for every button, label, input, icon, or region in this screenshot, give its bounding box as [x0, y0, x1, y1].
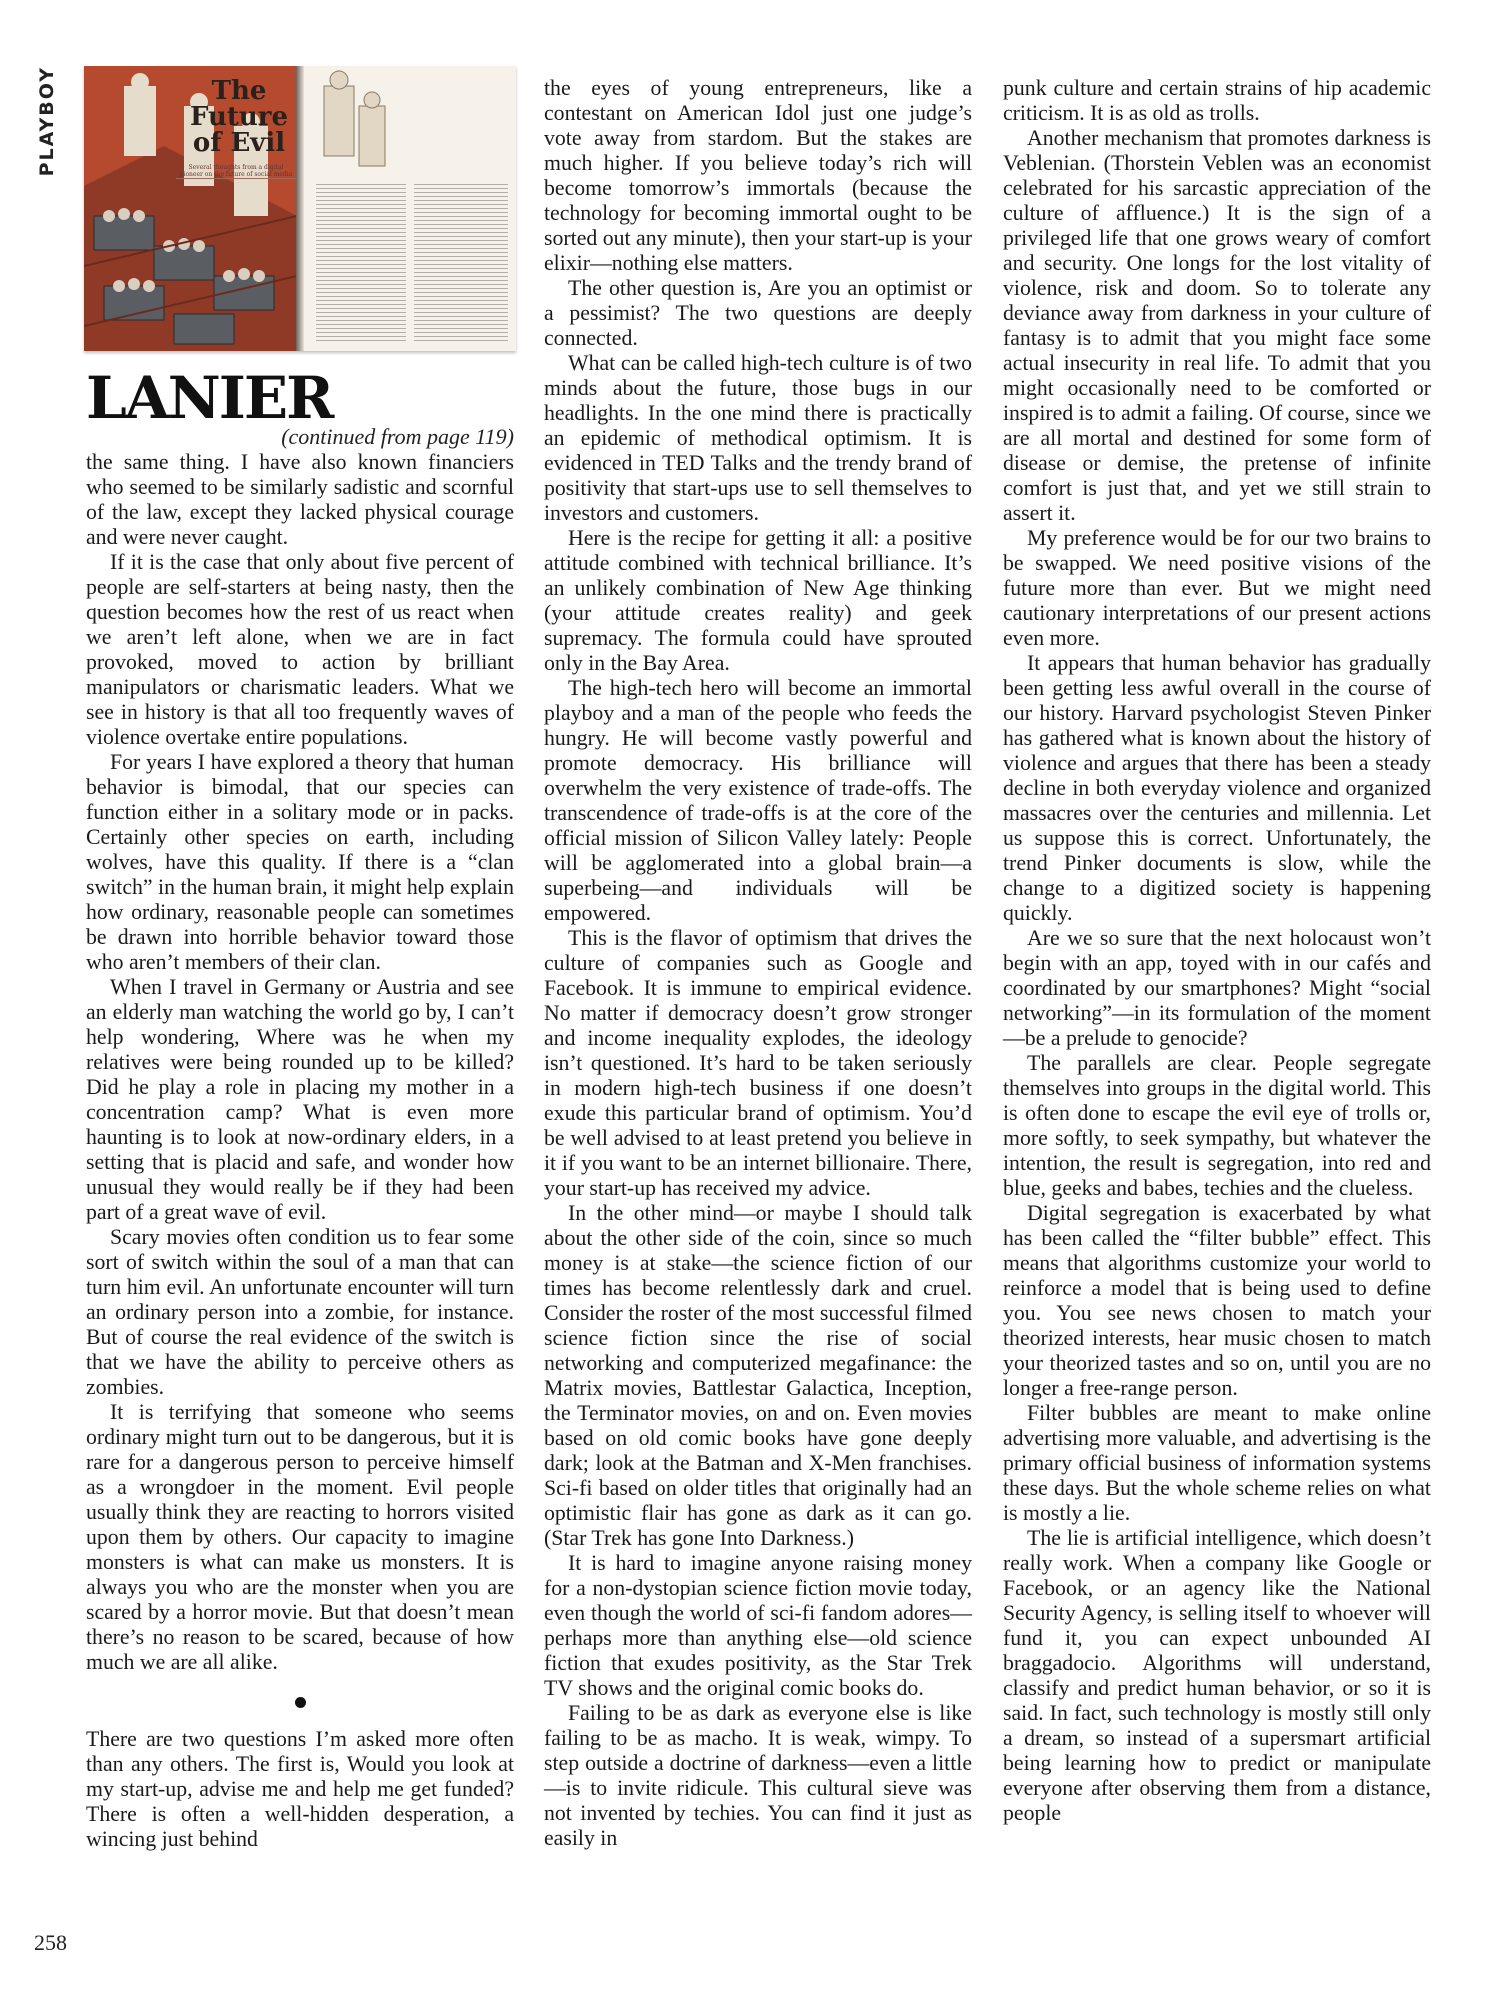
- spread-body-column-2: [414, 184, 508, 344]
- article-column-2: [544, 76, 972, 1851]
- paragraph: The other question is, Are you an optimist or a pessimist? The two questions are deeply connected.: [544, 276, 972, 350]
- paragraph: The lie is artificial intelligence, which doesn’t really work. When a company like Google or Facebook, or an agency like the National Security Agency, is selling itself to whoever will fund it, you can expect unbounded AI braggadocio. Algorithms will understand, classify and predict human behavior, or so it is said. In fact, such technology is mostly still only a dream, so instead of a supersmart artificial being learning how to predict or manipulate everyone after observing them from a distance, people: [1003, 1526, 1431, 1825]
- paragraph: the same thing. I have also known financiers who seemed to be similarly sadistic and scornful of the law, except they lacked physical courage and were never caught.: [86, 450, 514, 549]
- paragraph: In the other mind—or maybe I should talk about the other side of the coin, since so much money is at stake—the science fiction of our times has become relentlessly dark and cruel. Consider the roster of the most successful filmed science fiction since the rise of social networking and computerized megafinance: the Matrix movies, Battlestar Galactica, Inception, the Terminator movies, on and on. Even movies based on old comic books have gone deeply dark; look at the Batman and X-Men franchises. Sci-fi based on older titles that originally had an optimistic flair has gone as dark as it can go. (Star Trek has gone Into Darkness.): [544, 1201, 972, 1550]
- article-column-3: [1003, 76, 1431, 1826]
- section-break-bullet: [86, 1681, 514, 1723]
- paragraph: When I travel in Germany or Austria and see an elderly man watching the world go by, I can’t help wondering, Where was he when my relatives were being rounded up to be killed? Did he play a role in placing my mother in a concentration camp? What is even more haunting is to look at now-ordinary elders, in a setting that is placid and safe, and wonder how unusual they would really be if they had been part of a great wave of evil.: [86, 975, 514, 1224]
- paragraph: The high-tech hero will become an immortal playboy and a man of the people who feeds the hungry. He will become vastly powerful and promote democracy. His brilliance will overwhelm the very existence of trade-offs. The transcendence of trade-offs is at the core of the official mission of Silicon Valley lately: People will be agglomerated into a global brain—a superbeing—and individuals will be empowered.: [544, 676, 972, 925]
- paragraph: What can be called high-tech culture is of two minds about the future, those bugs in our headlights. In the one mind there is practically an epidemic of methodical optimism. It is evidenced in TED Talks and the trendy brand of positivity that start-ups use to sell themselves to investors and customers.: [544, 351, 972, 525]
- spread-deck: Several thoughts from a digital pioneer on the future of social media: [176, 164, 296, 179]
- paragraph: It is hard to imagine anyone raising money for a non-dystopian science fiction movie today, even though the world of sci-fi fandom adores—perhaps more than anything else—old science fiction that exudes positivity, as the Star Trek TV shows and the original comic books do.: [544, 1551, 972, 1700]
- article-opening-spread-thumbnail: [84, 66, 516, 351]
- paragraph: This is the flavor of optimism that drives the culture of companies such as Google and Facebook. It is immune to empirical evidence. No matter if democracy doesn’t grow stronger and income inequality explodes, the ideology isn’t questioned. It’s hard to be taken seriously in modern high-tech business if one doesn’t exude this particular brand of optimism. You’d be well advised to at least pretend you believe in it if you want to be an internet billionaire. There, your start-up has received my advice.: [544, 926, 972, 1200]
- spread-body-column-1: [316, 184, 406, 344]
- paragraph: If it is the case that only about five percent of people are self-starters at being nasty, then the question becomes how the rest of us react when we aren’t left alone, when we are in fact provoked, moved to action by brilliant manipulators or charismatic leaders. What we see in history is that all too frequently waves of violence overtake entire populations.: [86, 550, 514, 749]
- paragraph: My preference would be for our two brains to be swapped. We need positive visions of the future more than ever. But we might need cautionary interpretations of our present actions even more.: [1003, 526, 1431, 650]
- paragraph: Failing to be as dark as everyone else is like failing to be as macho. It is weak, wimpy. To step outside a doctrine of darkness—even a little—is to invite ridicule. This cultural sieve was not invented by techies. You can find it just as easily in: [544, 1701, 972, 1850]
- spread-title: The Future of Evil: [189, 76, 289, 158]
- paragraph: There are two questions I’m asked more often than any others. The first is, Would you look at my start-up, advise me and help me get funded? There is often a well-hidden desperation, a wincing just behind: [86, 1727, 514, 1851]
- article-column-1: [86, 450, 514, 1852]
- paragraph: the eyes of young entrepreneurs, like a contestant on American Idol just one judge’s vote away from stardom. But the stakes are much higher. If you believe today’s rich will become tomorrow’s immortals (because the technology for becoming immortal ought to be sorted out any minute), then your start-up is your elixir—nothing else matters.: [544, 76, 972, 275]
- paragraph: Digital segregation is exacerbated by what has been called the “filter bubble” effect. This means that algorithms customize your world to reinforce a model that is being used to define you. You see news chosen to match your theorized interests, hear music chosen to match your theorized tastes and so on, until you are no longer a free-range person.: [1003, 1201, 1431, 1400]
- paragraph: punk culture and certain strains of hip academic criticism. It is as old as trolls.: [1003, 76, 1431, 125]
- article-continuation-headline: LANIER: [86, 364, 333, 432]
- continued-from-note: (continued from page 119): [281, 424, 514, 449]
- paragraph: Scary movies often condition us to fear some sort of switch within the soul of a man that can turn him evil. An unfortunate encounter will turn an ordinary person into a zombie, for instance. But of course the real evidence of the switch is that we have the ability to perceive others as zombies.: [86, 1225, 514, 1399]
- magazine-running-head: PLAYBOY: [36, 66, 58, 177]
- paragraph: Here is the recipe for getting it all: a positive attitude combined with technical brilliance. It’s an unlikely combination of New Age thinking (your attitude creates reality) and geek supremacy. The formula could have sprouted only in the Bay Area.: [544, 526, 972, 675]
- paragraph: It appears that human behavior has gradually been getting less awful overall in the course of our history. Harvard psychologist Steven Pinker has gathered what is known about the history of violence and argues that there has been a steady decline in both everyday violence and organized massacres over the centuries and millennia. Let us suppose this is correct. Unfortunately, the trend Pinker documents is slow, while the change to a digitized society is happening quickly.: [1003, 651, 1431, 925]
- paragraph: Another mechanism that promotes darkness is Veblenian. (Thorstein Veblen was an economist celebrated for his sarcastic appreciation of the culture of affluence.) It is the sign of a privileged life that one grows weary of comfort and security. One longs for the lost vitality of violence, risk and doom. So to tolerate any deviance away from darkness in your culture of fantasy is to admit that you might face some actual insecurity in real life. To admit that you might occasionally need to be comforted or inspired is to admit a failing. Of course, since we are all mortal and destined for some form of disease or demise, the pretense of infinite comfort is just that, and yet we still strain to assert it.: [1003, 126, 1431, 525]
- paragraph: The parallels are clear. People segregate themselves into groups in the digital world. This is often done to escape the evil eye of trolls or, more softly, to seek sympathy, but whatever the intention, the result is segregation, into red and blue, geeks and babes, techies and the clueless.: [1003, 1051, 1431, 1200]
- paragraph: For years I have explored a theory that human behavior is bimodal, that our species can function either in a solitary mode or in packs. Certainly other species on earth, including wolves, have this quality. If there is a “clan switch” in the human brain, it might help explain how ordinary, reasonable people can sometimes be drawn into horrible behavior toward those who aren’t members of their clan.: [86, 750, 514, 974]
- page-number: 258: [34, 1930, 67, 1955]
- paragraph: Filter bubbles are meant to make online advertising more valuable, and advertising is the primary official business of information systems these days. But the whole scheme relies on what is mostly a lie.: [1003, 1401, 1431, 1525]
- paragraph: Are we so sure that the next holocaust won’t begin with an app, toyed with in our cafés and coordinated by our smartphones? Might “social networking”—in its formulation of the moment—be a prelude to genocide?: [1003, 926, 1431, 1050]
- robot-figure-art: [304, 66, 399, 196]
- paragraph: It is terrifying that someone who seems ordinary might turn out to be dangerous, but it is rare for a dangerous person to perceive himself as a wrongdoer in the moment. Evil people usually think they are reacting to horrors visited upon them by others. Our capacity to imagine monsters is what can make us monsters. It is always you who are the monster when you are scared by a horror movie. But that doesn’t mean there’s no reason to be scared, because of how much we are all alike.: [86, 1400, 514, 1674]
